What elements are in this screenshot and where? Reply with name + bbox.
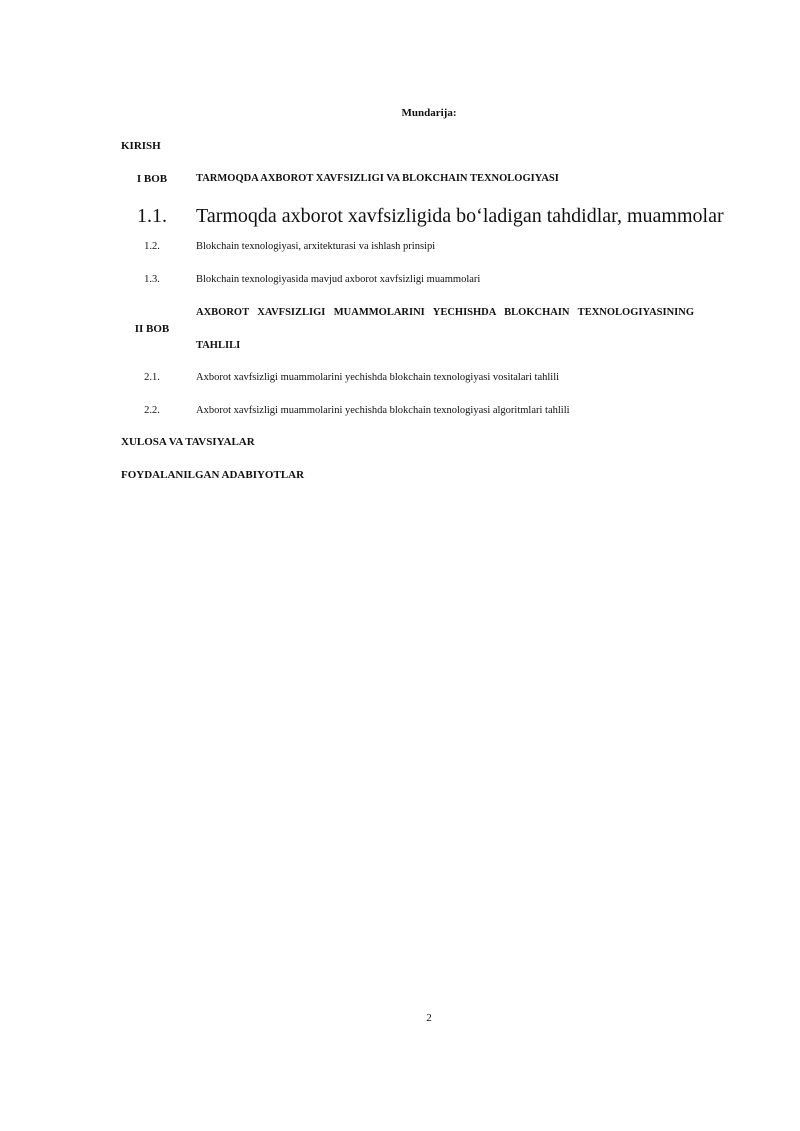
section-1-2-number: 1.2.	[144, 241, 160, 252]
chapter-1-label: I BOB	[136, 173, 168, 185]
chapter-2-title-line1: AXBOROT XAVFSIZLIGI MUAMMOLARINI YECHISHDA BLOKCHAIN TEXNOLOGIYASINING	[196, 307, 694, 318]
chapter-2-title-line2: TAHLILI	[196, 340, 241, 351]
section-1-1-number: 1.1.	[137, 205, 167, 227]
section-1-2-title: Blokchain texnologiyasi, arxitekturasi va ishlash prinsipi	[196, 241, 436, 252]
toc-title: Mundarija:	[401, 107, 457, 119]
toc-references: FOYDALANILGAN ADABIYOTLAR	[121, 469, 305, 481]
page-number: 2	[426, 1012, 432, 1024]
section-1-3-title: Blokchain texnologiyasida mavjud axborot xavfsizligi muammolari	[196, 274, 481, 285]
chapter-2-label: II BOB	[134, 323, 170, 335]
section-2-2-title: Axborot xavfsizligi muammolarini yechishda blokchain texnologiyasi algoritmlari tahlili	[196, 405, 570, 416]
section-1-1-title: Tarmoqda axborot xavfsizligida bo‘ladigan tahdidlar, muammolar	[196, 205, 724, 227]
toc-intro: KIRISH	[121, 140, 161, 152]
chapter-1-title: TARMOQDA AXBOROT XAVFSIZLIGI VA BLOKCHAIN TEXNOLOGIYASI	[196, 173, 559, 184]
section-2-1-title: Axborot xavfsizligi muammolarini yechishda blokchain texnologiyasi vositalari tahlili	[196, 372, 560, 383]
section-2-2-number: 2.2.	[144, 405, 160, 416]
section-2-1-number: 2.1.	[144, 372, 160, 383]
section-1-3-number: 1.3.	[144, 274, 160, 285]
toc-conclusion: XULOSA VA TAVSIYALAR	[121, 436, 255, 448]
